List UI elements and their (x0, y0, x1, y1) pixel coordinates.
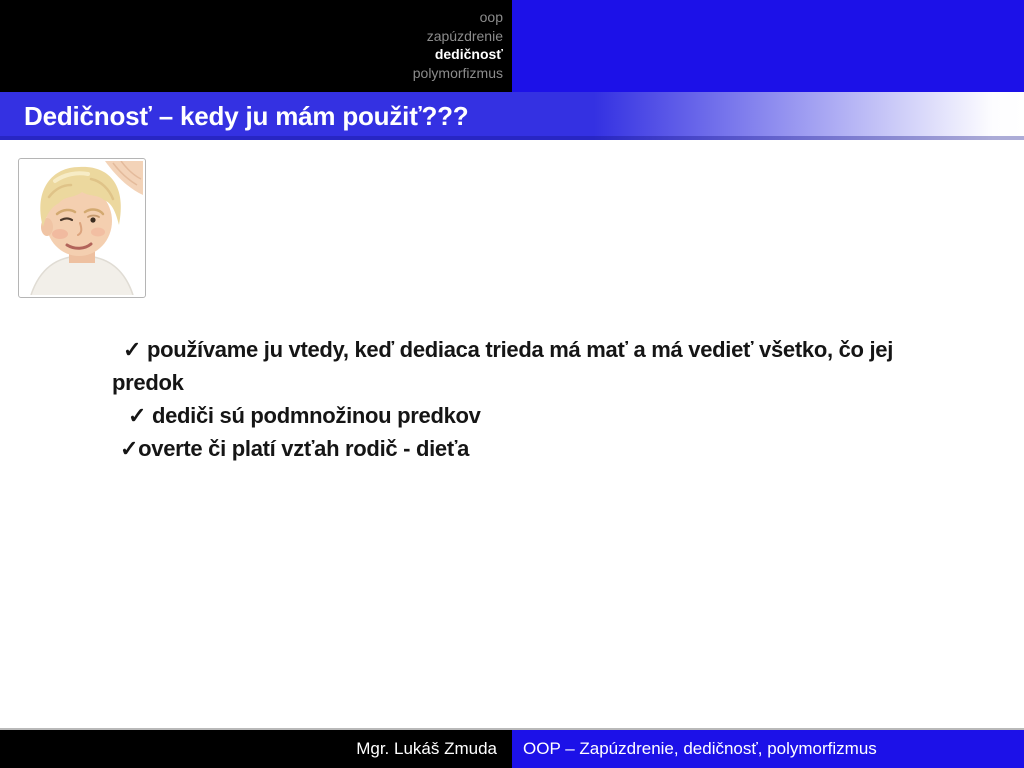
bullet-item-1: ✓ používame ju vtedy, keď dediaca trieda má mať a má vedieť všetko, čo jej predok (112, 337, 894, 395)
menu-item-polymorfizmus: polymorfizmus (412, 64, 503, 81)
footer-course-panel (512, 730, 1024, 768)
slide-header (0, 0, 1024, 92)
menu-item-zapuzdrenie: zapúzdrenie (426, 27, 503, 44)
page-title: Dedičnosť – kedy ju mám použiť??? (24, 101, 469, 131)
footer-course-title: OOP – Zapúzdrenie, dedičnosť, polymorfizmus (523, 739, 877, 758)
header-black-panel (0, 0, 512, 92)
boy-photo-image (18, 158, 146, 298)
footer-author-panel (0, 730, 512, 768)
menu-item-dedicnost-active: dedičnosť (434, 46, 503, 62)
bullet-item-2: ✓ dediči sú podmnožinou predkov (128, 403, 481, 428)
title-bar (0, 92, 1024, 140)
section-menu (413, 8, 503, 82)
slide-footer (0, 728, 1024, 768)
bullet-item-3: ✓overte či platí vzťah rodič - dieťa (120, 436, 470, 461)
footer-author: Mgr. Lukáš Zmuda (356, 739, 497, 758)
header-blue-panel (512, 0, 1024, 92)
boy-photo-illustration (21, 161, 143, 295)
menu-item-oop: oop (479, 9, 503, 25)
bullet-list (112, 333, 934, 465)
